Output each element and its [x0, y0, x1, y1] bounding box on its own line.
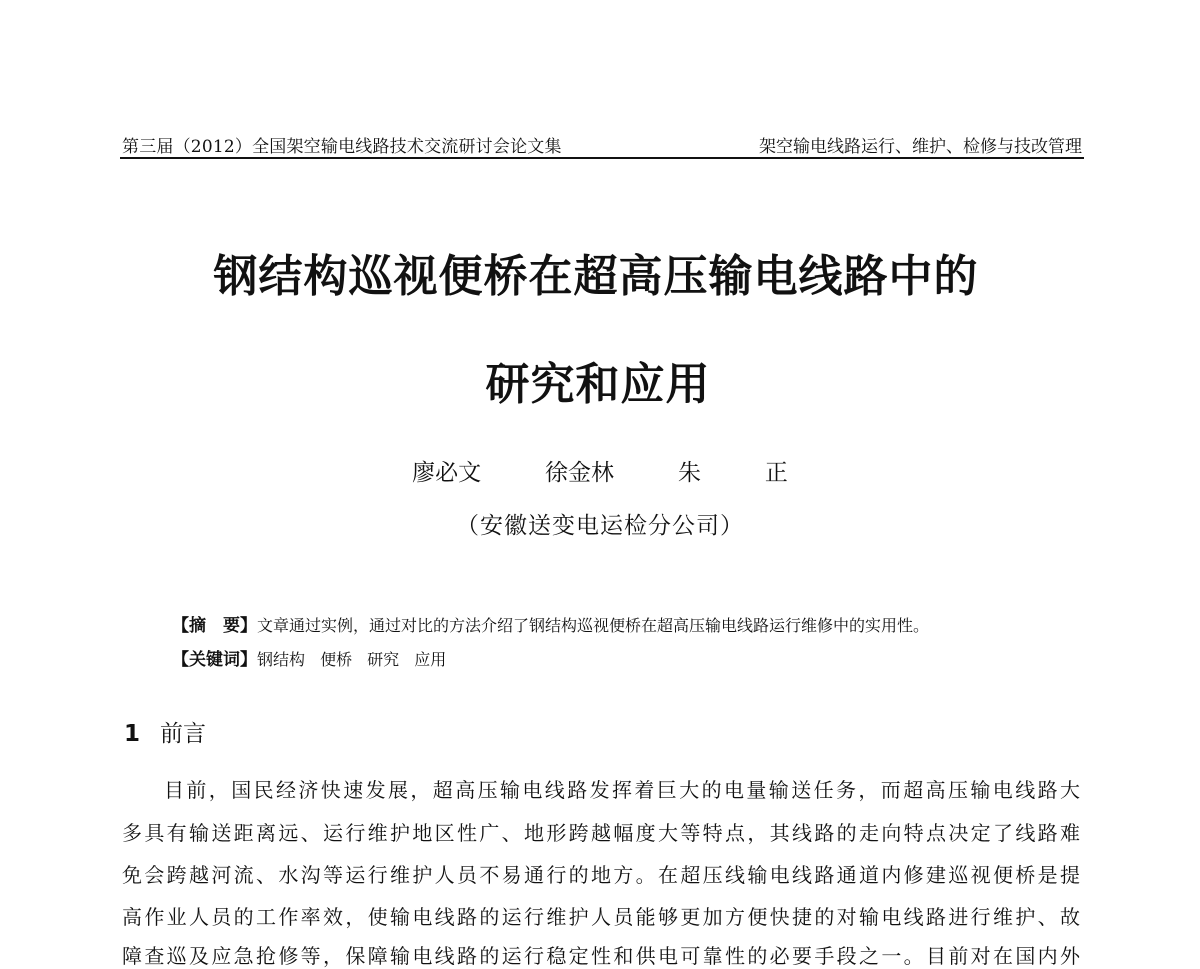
paper-title-line-1: 钢结构巡视便桥在超高压输电线路中的: [213, 251, 979, 302]
running-header-right: 架空输电线路运行、维护、检修与技改管理: [759, 137, 1082, 157]
affiliation: （安徽送变电运检分公司）: [456, 513, 744, 539]
header-rule: [120, 157, 1084, 159]
keywords-label: 【关键词】: [172, 650, 257, 670]
section-number: 1: [124, 721, 141, 747]
keywords: [172, 645, 446, 670]
running-header-left: 第三届（2012）全国架空输电线路技术交流研讨会论文集: [122, 137, 562, 157]
abstract: [172, 611, 929, 636]
body-line: 高作业人员的工作率效，使输电线路的运行维护人员能够更加方便快捷的对输电线路进行维护、故: [122, 905, 1080, 929]
body-line: 障查巡及应急抢修等，保障输电线路的运行稳定性和供电可靠性的必要手段之一。目前对在国内外: [122, 944, 1080, 968]
body-line: 目前，国民经济快速发展，超高压输电线路发挥着巨大的电量输送任务，而超高压输电线路大: [164, 778, 1080, 802]
abstract-label: 【摘 要】: [172, 616, 257, 636]
keywords-text: 钢结构 便桥 研究 应用: [257, 650, 447, 669]
body-line: 免会跨越河流、水沟等运行维护人员不易通行的地方。在超压线输电线路通道内修建巡视便桥是提: [122, 863, 1080, 887]
authors: 廖必文 徐金林 朱 正: [412, 460, 788, 486]
section-title: 前言: [160, 721, 207, 747]
section-heading: [124, 715, 206, 748]
body-line: 多具有输送距离远、运行维护地区性广、地形跨越幅度大等特点，其线路的走向特点决定了线路难: [122, 821, 1080, 845]
paper-title-line-2: 研究和应用: [485, 359, 711, 410]
abstract-text: 文章通过实例，通过对比的方法介绍了钢结构巡视便桥在超高压输电线路运行维修中的实用性。: [257, 616, 930, 635]
